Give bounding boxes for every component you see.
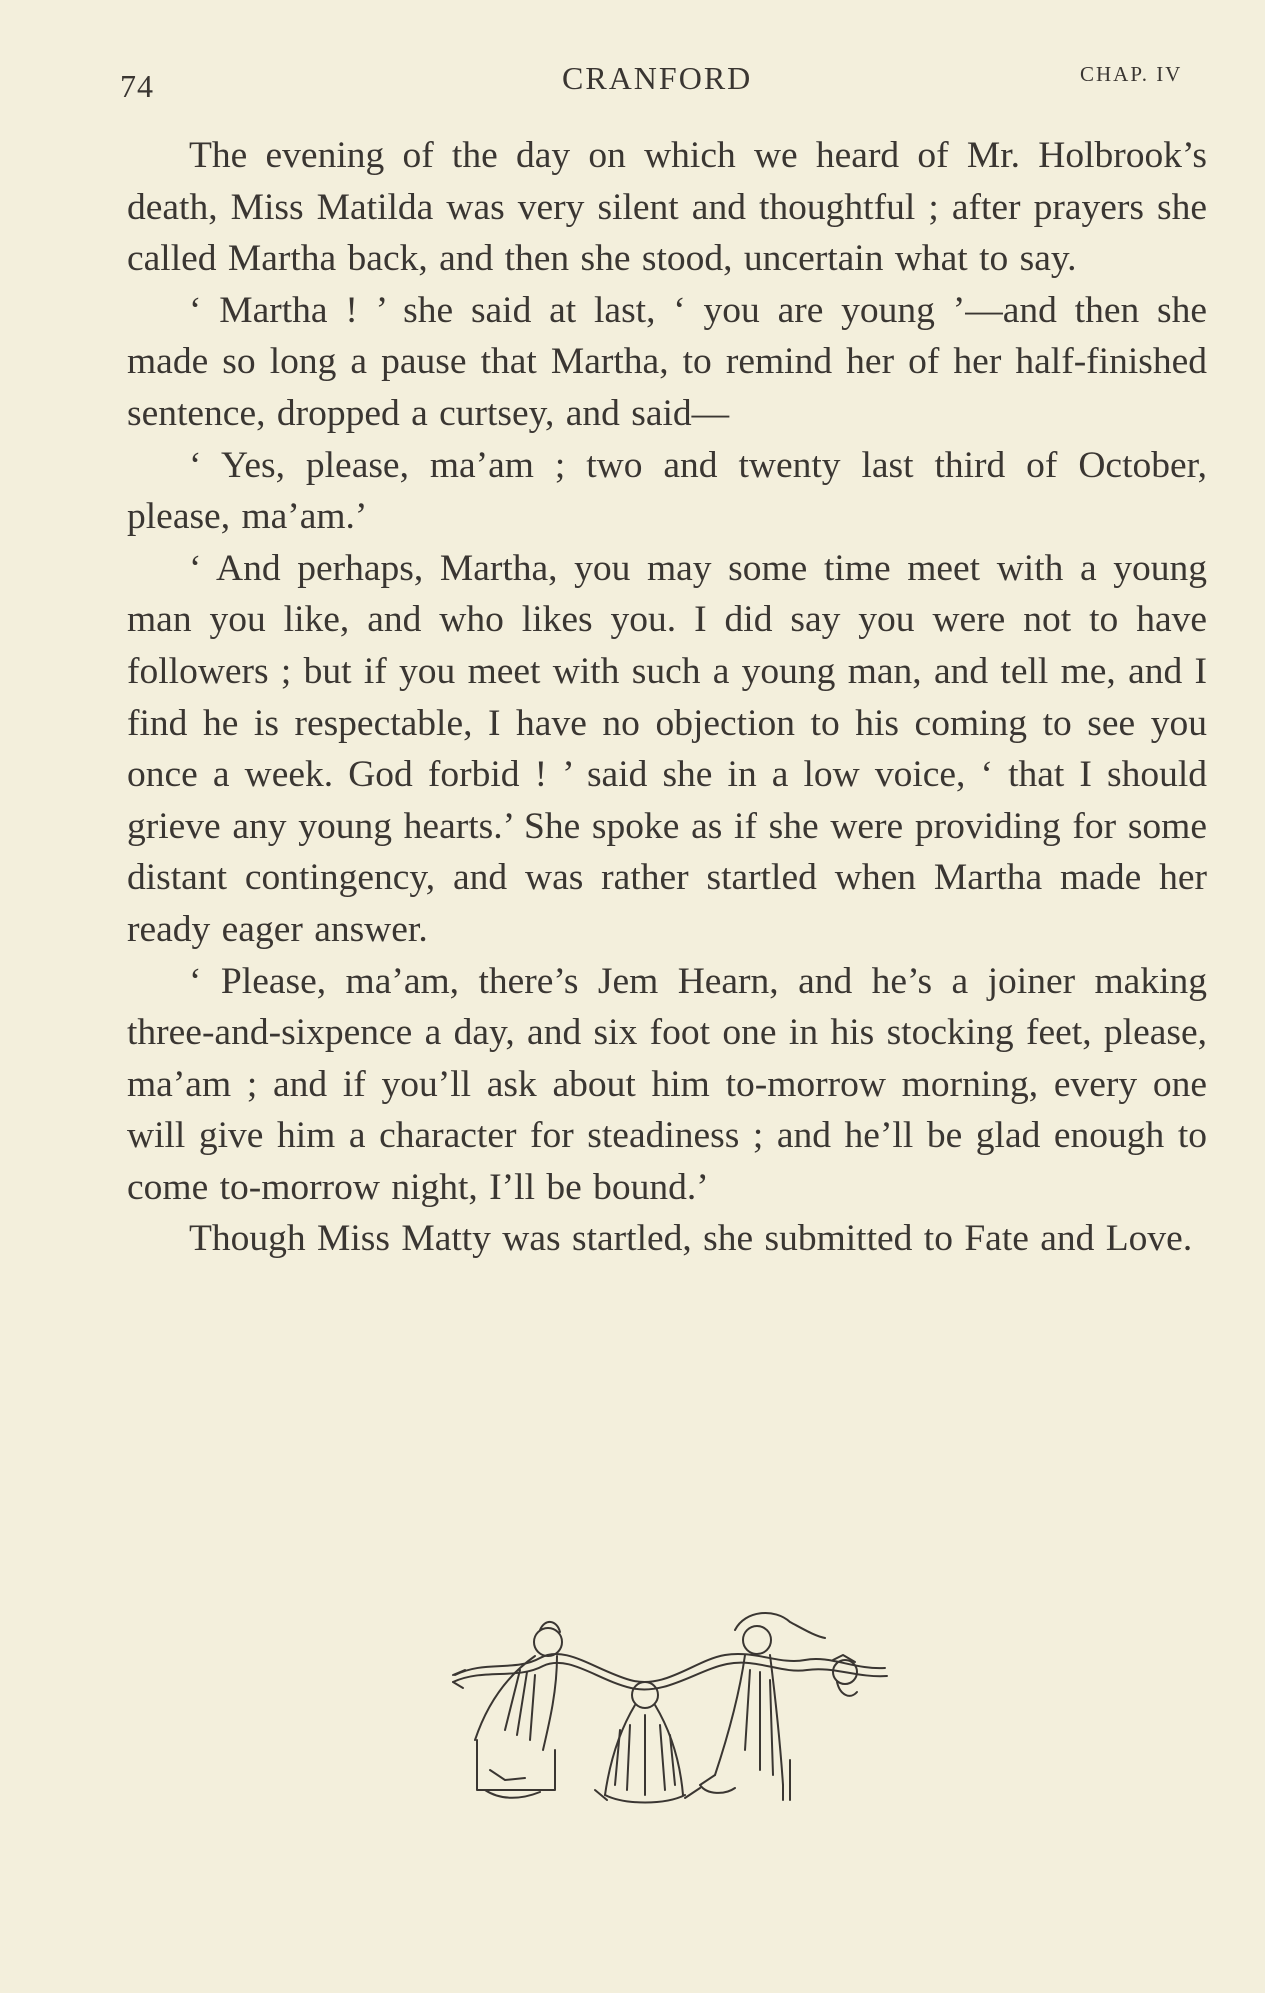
paragraph: ‘ Yes, please, ma’am ; two and twenty last third of October, please, ma’am.’	[127, 444, 1207, 538]
page-number: 74	[120, 68, 154, 104]
running-head	[112, 58, 1212, 108]
book-title: CRANFORD	[562, 60, 753, 96]
paragraph: ‘ Martha ! ’ she said at last, ‘ you are young ’—and then she made so long a pause that Martha, to remind her of her half-finished sentence, dropped a curtsey, and said—	[127, 289, 1207, 434]
paragraph: The evening of the day on which we heard of Mr. Holbrook’s death, Miss Matilda was very silent and thoughtful ; after prayers she called Martha back, and then she stood, uncertain what to say.	[127, 135, 1207, 280]
paragraph: ‘ And perhaps, Martha, you may some time meet with a young man you like, and who likes you. I did say you were not to have followers ; but if you meet with such a young man, and tell me, and I find he is respectable, I have no objection to his coming to see you once a week. God forbid ! ’ said she in a low voice, ‘ that I should grieve any young hearts.’ She spoke as if she were providing for some distant contingency, and was rather startled when Martha made her ready eager answer.	[127, 547, 1207, 950]
paragraph: Though Miss Matty was startled, she submitted to Fate and Love.	[189, 1218, 1193, 1260]
chapter-label: CHAP. IV	[1080, 62, 1183, 86]
decorative-vignette-illustration	[445, 1600, 895, 1815]
body-text	[127, 130, 1207, 1265]
paragraph: ‘ Please, ma’am, there’s Jem Hearn, and he’s a joiner making three-and-sixpence a day, and six foot one in his stocking feet, please, ma’am ; and if you’ll ask about him to-morrow morning, every one will give him a character for steadiness ; and he’ll be glad enough to come to-morrow night, I’ll be bound.’	[127, 960, 1207, 1208]
